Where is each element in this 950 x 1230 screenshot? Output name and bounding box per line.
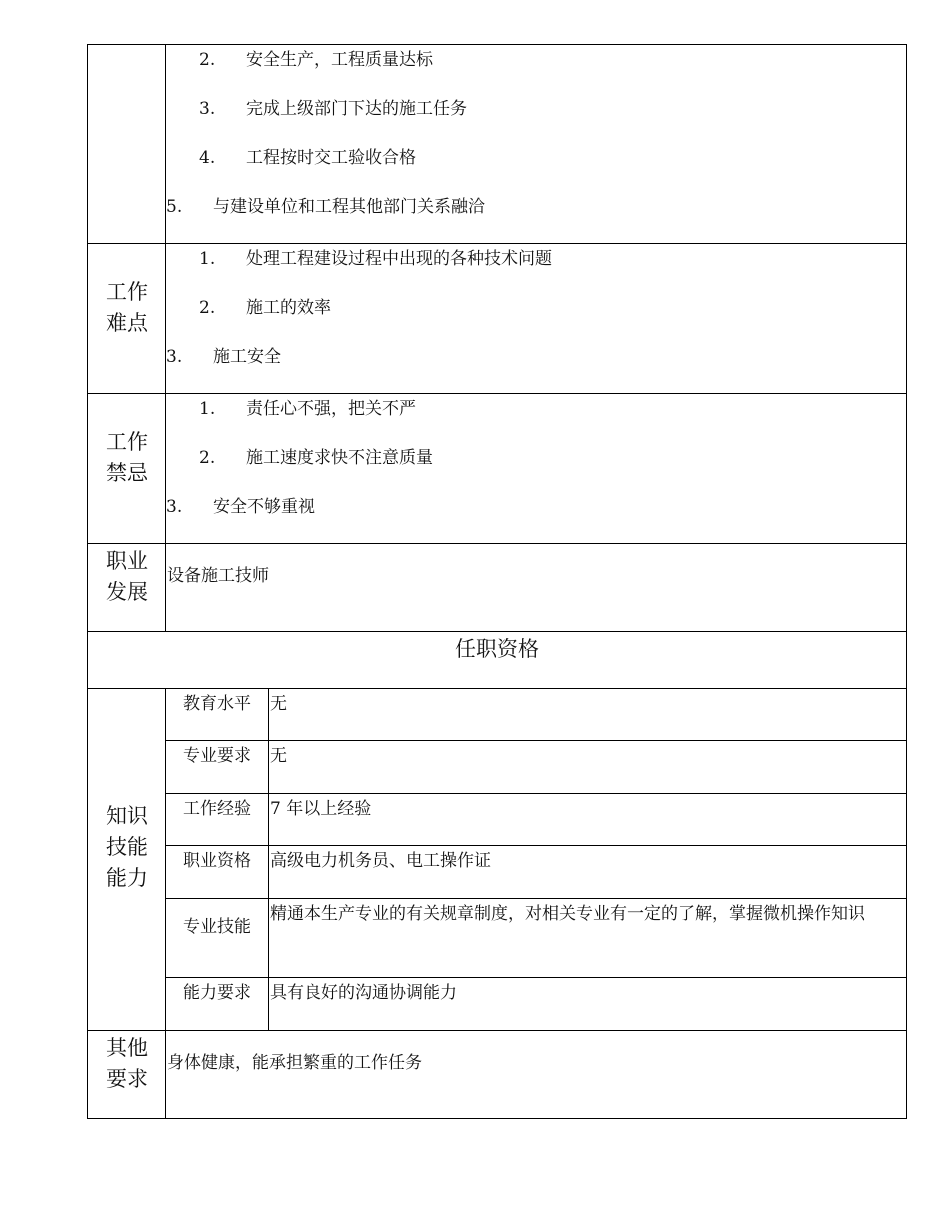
row-divider bbox=[87, 393, 907, 394]
skills-row-value: 高级电力机务员、电工操作证 bbox=[270, 851, 491, 871]
difficulty-item-text: 施工的效率 bbox=[246, 298, 331, 318]
difficulty-label-line2: 难点 bbox=[106, 311, 148, 335]
other-label bbox=[88, 1033, 166, 1095]
skills-row-value: 无 bbox=[270, 694, 287, 714]
qualification-header: 任职资格 bbox=[455, 637, 539, 661]
skills-row-value: 具有良好的沟通协调能力 bbox=[270, 983, 457, 1003]
taboo-item-number: 3. bbox=[166, 497, 183, 517]
taboo-label-line2: 禁忌 bbox=[106, 461, 148, 485]
skills-row-value: 7 年以上经验 bbox=[270, 799, 372, 819]
other-label-line2: 要求 bbox=[106, 1067, 148, 1091]
skills-row-name: 专业要求 bbox=[183, 746, 251, 766]
career-value: 设备施工技师 bbox=[167, 566, 269, 586]
duty-item-text: 工程按时交工验收合格 bbox=[246, 148, 416, 168]
skills-row-divider bbox=[165, 898, 907, 899]
skills-row-divider bbox=[165, 977, 907, 978]
duty-item-text: 与建设单位和工程其他部门关系融洽 bbox=[213, 197, 485, 217]
taboo-label bbox=[88, 427, 166, 489]
difficulty-label bbox=[88, 277, 166, 339]
skills-row-value: 精通本生产专业的有关规章制度，对相关专业有一定的了解，掌握微机操作知识 bbox=[270, 904, 865, 924]
career-label-line1: 职业 bbox=[106, 549, 148, 573]
difficulty-item-number: 2. bbox=[199, 298, 216, 318]
taboo-item-number: 2. bbox=[199, 448, 216, 468]
taboo-item-text: 施工速度求快不注意质量 bbox=[246, 448, 433, 468]
skills-row-divider bbox=[165, 793, 907, 794]
row-divider bbox=[87, 688, 907, 689]
taboo-item-text: 安全不够重视 bbox=[213, 497, 315, 517]
taboo-item-text: 责任心不强，把关不严 bbox=[246, 399, 416, 419]
skills-label-line3: 能力 bbox=[106, 866, 148, 890]
difficulty-item-text: 施工安全 bbox=[213, 347, 281, 367]
taboo-item-number: 1. bbox=[199, 399, 216, 419]
career-label-line2: 发展 bbox=[106, 580, 148, 604]
skills-row-name: 专业技能 bbox=[183, 917, 251, 937]
duty-item-text: 安全生产，工程质量达标 bbox=[246, 50, 433, 70]
other-label-line1: 其他 bbox=[106, 1036, 148, 1060]
row-divider bbox=[87, 1030, 907, 1031]
skills-row-name: 教育水平 bbox=[183, 694, 251, 714]
skills-row-name: 能力要求 bbox=[183, 983, 251, 1003]
taboo-label-line1: 工作 bbox=[106, 430, 148, 454]
skills-row-name: 工作经验 bbox=[183, 799, 251, 819]
difficulty-item-number: 1. bbox=[199, 249, 216, 269]
skills-row-value: 无 bbox=[270, 746, 287, 766]
career-label bbox=[88, 546, 166, 608]
skills-label-line2: 技能 bbox=[106, 835, 148, 859]
difficulty-item-text: 处理工程建设过程中出现的各种技术问题 bbox=[246, 249, 552, 269]
row-divider bbox=[87, 631, 907, 632]
duty-item-text: 完成上级部门下达的施工任务 bbox=[246, 99, 467, 119]
duty-item-number: 2. bbox=[199, 50, 216, 70]
skills-row-divider bbox=[165, 740, 907, 741]
skills-label bbox=[88, 801, 166, 894]
difficulty-item-number: 3. bbox=[166, 347, 183, 367]
skills-row-divider bbox=[165, 845, 907, 846]
duty-item-number: 3. bbox=[199, 99, 216, 119]
row-divider bbox=[87, 543, 907, 544]
skills-row-name: 职业资格 bbox=[183, 851, 251, 871]
other-value: 身体健康，能承担繁重的工作任务 bbox=[167, 1053, 422, 1073]
difficulty-label-line1: 工作 bbox=[106, 280, 148, 304]
skills-label-line1: 知识 bbox=[106, 804, 148, 828]
row-divider bbox=[87, 243, 907, 244]
duty-item-number: 4. bbox=[199, 148, 216, 168]
duty-item-number: 5. bbox=[166, 197, 183, 217]
